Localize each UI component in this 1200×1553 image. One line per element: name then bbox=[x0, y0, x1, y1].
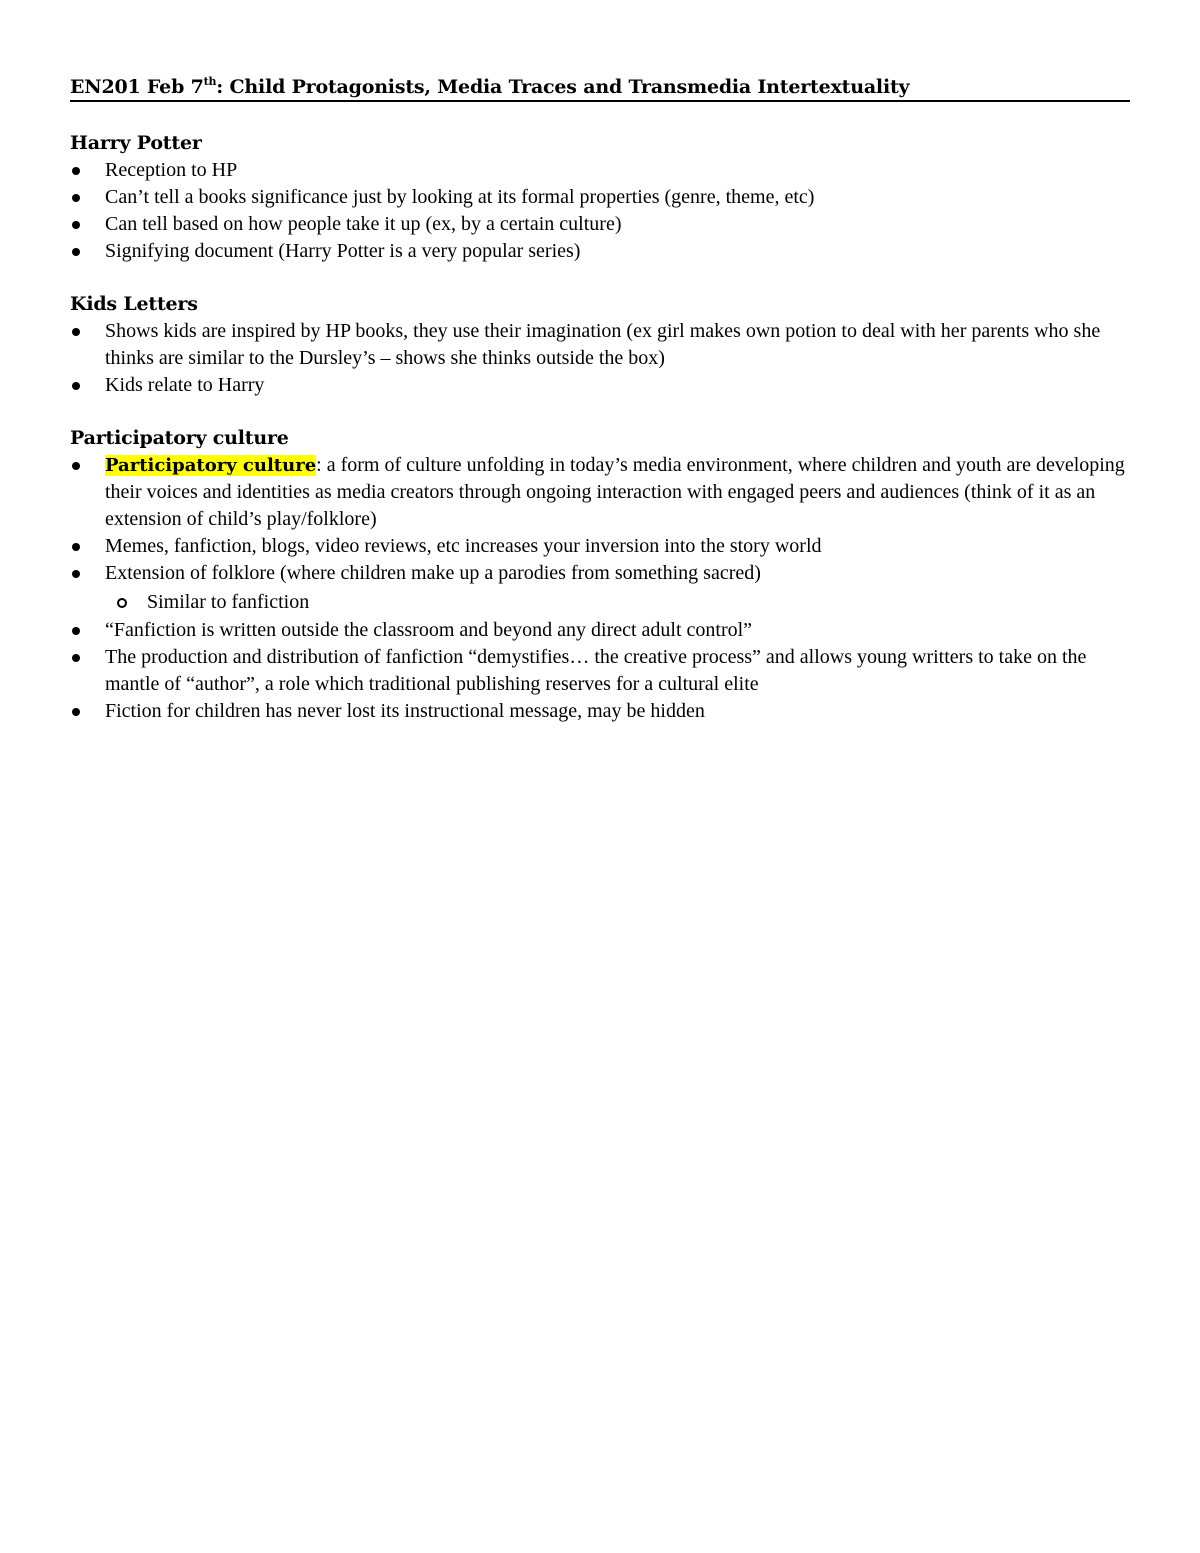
bullet-icon bbox=[72, 382, 80, 390]
definition-text: : a form of culture unfolding in today’s media environment, where children and youth are developing their voices and identities as media creators through ongoing interaction with engaged peers and audiences (think of it as an extension of child’s play/folklore) bbox=[105, 454, 1125, 530]
bullet-icon bbox=[72, 248, 80, 256]
section-heading: Kids Letters bbox=[70, 293, 198, 315]
list-item-text: Can tell based on how people take it up (ex, by a certain culture) bbox=[105, 213, 622, 235]
hollow-bullet-icon bbox=[117, 598, 127, 608]
sub-list-item bbox=[105, 587, 1130, 617]
sub-bullet-list bbox=[105, 587, 1130, 617]
bullet-icon bbox=[72, 570, 80, 578]
list-item-text: Fiction for children has never lost its instructional message, may be hidden bbox=[105, 700, 705, 722]
list-item bbox=[70, 238, 1130, 265]
list-item bbox=[70, 157, 1130, 184]
title-superscript: th bbox=[203, 74, 217, 88]
page-title bbox=[70, 74, 1130, 102]
section-participatory-culture bbox=[70, 425, 1130, 725]
list-item bbox=[70, 372, 1130, 399]
list-item-text: Reception to HP bbox=[105, 159, 238, 181]
bullet-icon bbox=[72, 543, 80, 551]
list-item bbox=[70, 560, 1130, 617]
section-heading: Participatory culture bbox=[70, 427, 289, 449]
bullet-icon bbox=[72, 462, 80, 470]
bullet-icon bbox=[72, 708, 80, 716]
highlighted-term: Participatory culture bbox=[105, 455, 317, 476]
section-heading: Harry Potter bbox=[70, 132, 202, 154]
list-item-text: The production and distribution of fanfiction “demystifies… the creative process” and allows young writters to take on the mantle of “author”, a role which traditional publishing reserves for a cultural elite bbox=[105, 646, 1087, 695]
bullet-icon bbox=[72, 194, 80, 202]
list-item-text: Extension of folklore (where children make up a parodies from something sacred) bbox=[105, 562, 761, 584]
list-item bbox=[70, 184, 1130, 211]
list-item bbox=[70, 617, 1130, 644]
list-item-text: Can’t tell a books significance just by looking at its formal properties (genre, theme, etc) bbox=[105, 186, 815, 208]
list-item bbox=[70, 318, 1130, 372]
list-item-text: “Fanfiction is written outside the classroom and beyond any direct adult control” bbox=[105, 619, 753, 641]
list-item bbox=[70, 452, 1130, 533]
bullet-icon bbox=[72, 328, 80, 336]
bullet-list bbox=[70, 452, 1130, 725]
sub-list-item-text: Similar to fanfiction bbox=[147, 591, 310, 613]
list-item-text: Kids relate to Harry bbox=[105, 374, 265, 396]
bullet-icon bbox=[72, 654, 80, 662]
document-page bbox=[70, 74, 1130, 725]
bullet-icon bbox=[72, 627, 80, 635]
bullet-list bbox=[70, 157, 1130, 265]
list-item bbox=[70, 211, 1130, 238]
list-item-text: Memes, fanfiction, blogs, video reviews, etc increases your inversion into the story world bbox=[105, 535, 822, 557]
bullet-list bbox=[70, 318, 1130, 399]
bullet-icon bbox=[72, 167, 80, 175]
section-kids-letters bbox=[70, 291, 1130, 399]
title-rest: : Child Protagonists, Media Traces and Transmedia Intertextuality bbox=[216, 76, 910, 98]
title-main: EN201 Feb 7 bbox=[70, 76, 204, 98]
list-item bbox=[70, 644, 1130, 698]
list-item bbox=[70, 698, 1130, 725]
list-item bbox=[70, 533, 1130, 560]
section-harry-potter bbox=[70, 130, 1130, 265]
bullet-icon bbox=[72, 221, 80, 229]
list-item-text: Signifying document (Harry Potter is a very popular series) bbox=[105, 240, 581, 262]
list-item-text: Shows kids are inspired by HP books, they use their imagination (ex girl makes own potion to deal with her parents who she thinks are similar to the Dursley’s – shows she thinks outside the box) bbox=[105, 320, 1101, 369]
